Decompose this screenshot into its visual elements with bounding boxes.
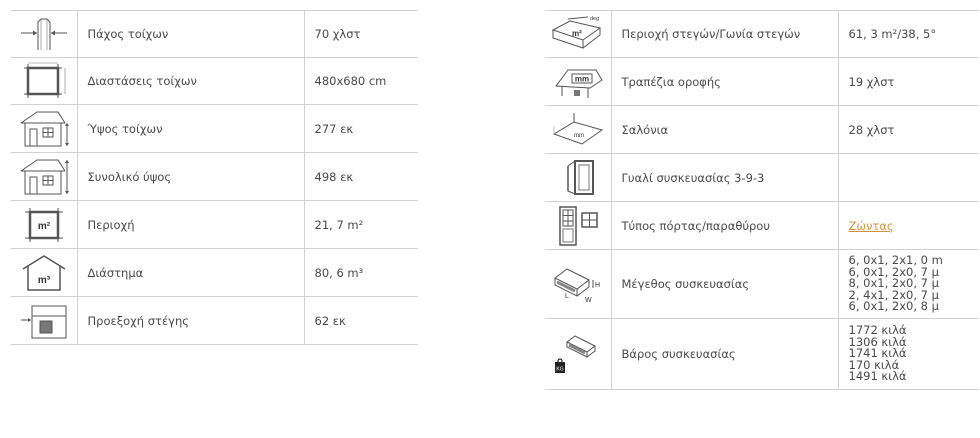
row-label: Γυαλί συσκευασίας 3-9-3 bbox=[611, 154, 838, 202]
glass-icon bbox=[545, 154, 611, 202]
package-weight-value: 1491 κιλά bbox=[848, 369, 907, 384]
table-row bbox=[11, 11, 418, 58]
total-height-icon bbox=[11, 153, 77, 201]
table-row bbox=[545, 58, 979, 106]
volume-icon-text: m³ bbox=[37, 274, 50, 286]
row-value: 480x680 cm bbox=[304, 58, 418, 105]
table-row bbox=[545, 319, 979, 390]
row-value: 21, 7 m² bbox=[304, 201, 418, 249]
row-value: 70 χλστ bbox=[304, 11, 418, 58]
row-value: 498 εκ bbox=[304, 153, 418, 201]
row-value bbox=[838, 154, 979, 202]
table-row bbox=[545, 106, 979, 154]
wall-thickness-icon bbox=[11, 11, 77, 58]
row-value: 61, 3 m²/38, 5° bbox=[838, 11, 979, 58]
floor-boards-icon-text: mm bbox=[573, 132, 584, 139]
package-weight-value: 1741 κιλά bbox=[848, 346, 907, 361]
table-row bbox=[11, 58, 418, 105]
package-height-label: H bbox=[594, 282, 600, 289]
area-icon bbox=[11, 201, 77, 249]
row-value: 28 χλστ bbox=[838, 106, 979, 154]
row-label: Περιοχή bbox=[77, 201, 304, 249]
table-row bbox=[545, 250, 979, 319]
door-window-type-link[interactable]: Ζώντας bbox=[848, 218, 894, 233]
table-row bbox=[11, 249, 418, 297]
package-size-value: 6, 0x1, 2x0, 7 μ bbox=[848, 264, 939, 279]
row-value: 277 εκ bbox=[304, 105, 418, 153]
row-value: 19 χλστ bbox=[838, 58, 979, 106]
wall-dimensions-icon bbox=[11, 58, 77, 105]
row-label: Βάρος συσκευασίας bbox=[611, 319, 838, 390]
area-icon-text: m² bbox=[37, 220, 50, 232]
row-label: Διαστάσεις τοίχων bbox=[77, 58, 304, 105]
roof-angle-icon-text: deg bbox=[589, 16, 599, 22]
row-label: Συνολικό ύψος bbox=[77, 153, 304, 201]
package-weight-values bbox=[838, 319, 979, 390]
row-label: Σαλόνια bbox=[611, 106, 838, 154]
table-row bbox=[11, 201, 418, 249]
table-row bbox=[545, 11, 979, 58]
package-size-value: 8, 0x1, 2x0, 7 μ bbox=[848, 276, 939, 291]
left-spec-table bbox=[11, 10, 418, 345]
package-size-icon bbox=[545, 250, 611, 319]
door-window-icon bbox=[545, 202, 611, 250]
table-row bbox=[545, 154, 979, 202]
weight-icon-text: KG bbox=[556, 366, 564, 373]
wall-height-icon bbox=[11, 105, 77, 153]
roof-area-icon-text: m² bbox=[571, 29, 582, 38]
row-label: Διάστημα bbox=[77, 249, 304, 297]
table-row bbox=[11, 105, 418, 153]
package-weight-value: 1772 κιλά bbox=[848, 323, 907, 338]
package-size-value: 6, 0x1, 2x1, 0 m bbox=[848, 253, 943, 268]
package-size-value: 6, 0x1, 2x0, 8 μ bbox=[848, 299, 939, 314]
roof-area-angle-icon bbox=[545, 11, 611, 58]
table-row bbox=[545, 202, 979, 250]
row-label: Μέγεθος συσκευασίας bbox=[611, 250, 838, 319]
package-width-label: W bbox=[584, 297, 592, 304]
package-size-value: 2, 4x1, 2x0, 7 μ bbox=[848, 287, 939, 302]
row-label: Πάχος τοίχων bbox=[77, 11, 304, 58]
row-label: Προεξοχή στέγης bbox=[77, 297, 304, 345]
package-size-values bbox=[838, 250, 979, 319]
right-spec-table bbox=[545, 10, 979, 390]
table-row bbox=[11, 153, 418, 201]
roof-overhang-icon bbox=[11, 297, 77, 345]
row-label: Περιοχή στεγών/Γωνία στεγών bbox=[611, 11, 838, 58]
row-value: 80, 6 m³ bbox=[304, 249, 418, 297]
package-weight-value: 170 κιλά bbox=[848, 357, 900, 372]
roof-boards-icon-text: mm bbox=[574, 74, 589, 83]
row-label: Τραπέζια οροφής bbox=[611, 58, 838, 106]
table-row bbox=[11, 297, 418, 345]
row-value bbox=[838, 202, 979, 250]
row-label: Ύψος τοίχων bbox=[77, 105, 304, 153]
package-weight-value: 1306 κιλά bbox=[848, 334, 907, 349]
package-weight-icon bbox=[545, 319, 611, 390]
roof-boards-icon bbox=[545, 58, 611, 106]
row-label: Τύπος πόρτας/παραθύρου bbox=[611, 202, 838, 250]
volume-icon bbox=[11, 249, 77, 297]
row-value: 62 εκ bbox=[304, 297, 418, 345]
package-length-label: L bbox=[564, 293, 569, 300]
floor-boards-icon bbox=[545, 106, 611, 154]
